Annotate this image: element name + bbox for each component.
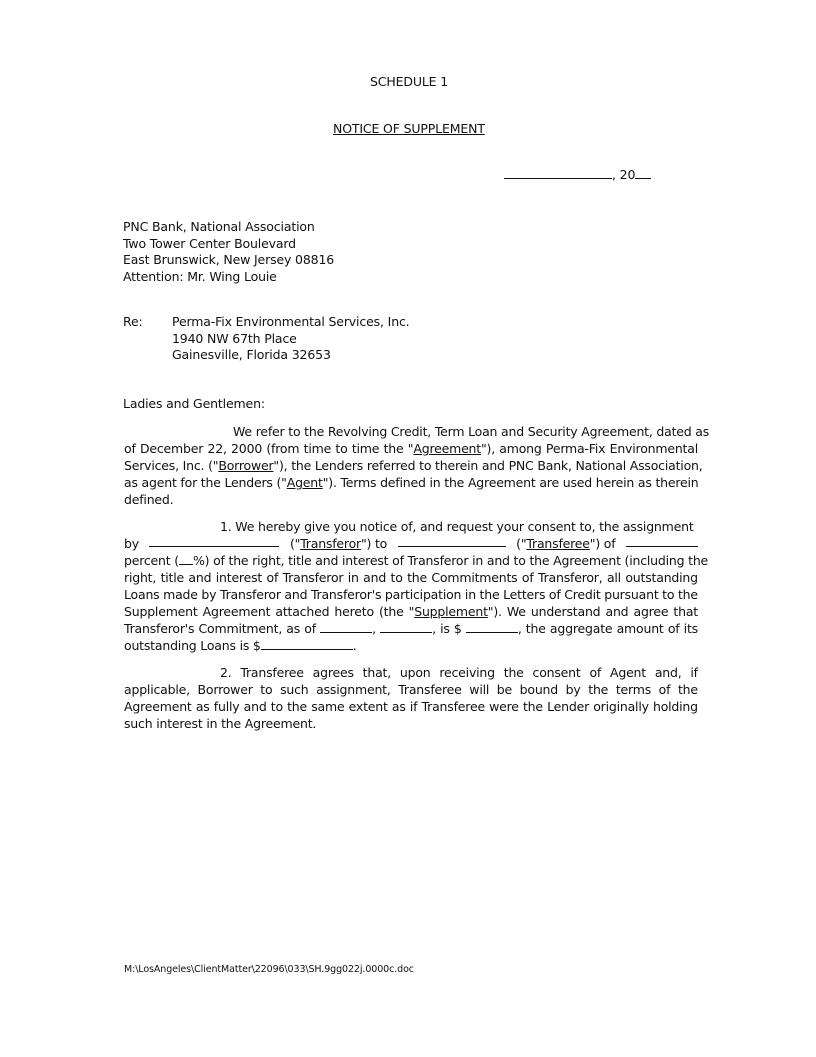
para1-line bbox=[124, 637, 698, 654]
schedule-heading: SCHEDULE 1 bbox=[370, 74, 449, 89]
para1-line bbox=[124, 569, 698, 586]
para1-text: ("Transferor") to bbox=[289, 536, 388, 551]
footer-file-path: M:\LosAngeles\ClientMatter\22096\033\SH.9gg022j.0000c.doc bbox=[124, 964, 414, 975]
word: holding bbox=[652, 699, 698, 714]
agent-term: Agent bbox=[286, 475, 323, 490]
word: made bbox=[163, 587, 198, 602]
word: agrees bbox=[312, 665, 354, 680]
word: same bbox=[311, 699, 345, 714]
word: the bbox=[287, 699, 308, 714]
intro-paragraph bbox=[124, 423, 710, 508]
intro-line bbox=[124, 491, 698, 508]
word: of bbox=[266, 570, 279, 585]
re-block bbox=[172, 314, 410, 364]
para1-line bbox=[124, 535, 698, 552]
para1-text: Transferor's Commitment, as of , , is $ , the aggregate amount of its bbox=[124, 621, 698, 636]
para2-line bbox=[124, 664, 698, 681]
word: Transferee bbox=[398, 682, 462, 697]
para1-text: percent ( %) of the right, title and interest of Transferor in and to the Agreement (including the bbox=[124, 553, 709, 568]
para1-text: outstanding Loans is $ . bbox=[124, 638, 357, 653]
word: by bbox=[201, 587, 217, 602]
para1-text: ("Transferee") of bbox=[516, 536, 616, 551]
para2-line bbox=[124, 715, 698, 732]
year-blank bbox=[635, 167, 651, 179]
word: Credit bbox=[564, 587, 601, 602]
para2-line bbox=[124, 681, 698, 698]
para1-line bbox=[124, 620, 698, 637]
word: the bbox=[479, 587, 500, 602]
word: to bbox=[270, 699, 283, 714]
word: of bbox=[548, 587, 561, 602]
word: the bbox=[677, 587, 698, 602]
word: were bbox=[489, 699, 519, 714]
percent-blank bbox=[179, 553, 193, 565]
word: title bbox=[160, 570, 185, 585]
word: all bbox=[606, 570, 621, 585]
word: in bbox=[464, 587, 476, 602]
word: bound bbox=[519, 682, 559, 697]
word: pursuant bbox=[604, 587, 659, 602]
para1-text: by bbox=[124, 536, 139, 551]
intro-text: of December 22, 2000 (from time to time the "Agreement"), among Perma-Fix Environmental bbox=[124, 441, 698, 456]
word: of bbox=[521, 570, 534, 585]
word: Loans bbox=[124, 587, 160, 602]
word: Letters bbox=[503, 587, 546, 602]
transferor-term: Transferor bbox=[300, 536, 361, 551]
word: outstanding bbox=[625, 570, 698, 585]
para1-line bbox=[124, 603, 698, 620]
word: applicable, bbox=[124, 682, 190, 697]
para1-line bbox=[124, 552, 709, 569]
word: and bbox=[363, 570, 387, 585]
intro-text: defined. bbox=[124, 492, 174, 507]
supplement-term: Supplement bbox=[414, 604, 488, 619]
word: as bbox=[391, 699, 406, 714]
salutation: Ladies and Gentlemen: bbox=[123, 396, 265, 411]
addressee-line: PNC Bank, National Association bbox=[123, 219, 315, 234]
word: to bbox=[662, 587, 675, 602]
transferee-term: Transferee bbox=[526, 536, 590, 551]
word: if bbox=[690, 665, 698, 680]
intro-line bbox=[124, 440, 698, 457]
word: Transferee bbox=[240, 665, 304, 680]
word: the bbox=[522, 699, 543, 714]
word: Transferor's bbox=[310, 587, 382, 602]
para1-line bbox=[124, 586, 698, 603]
word: fully bbox=[213, 699, 240, 714]
addressee-block bbox=[123, 219, 334, 285]
agreement-term: Agreement bbox=[413, 441, 481, 456]
transferee-blank bbox=[398, 535, 506, 547]
borrower-term: Borrower bbox=[218, 458, 274, 473]
commitment-year-blank bbox=[380, 621, 432, 633]
word: 2. bbox=[220, 665, 232, 680]
word: will bbox=[469, 682, 490, 697]
amount-blank bbox=[626, 535, 698, 547]
word: and bbox=[284, 587, 308, 602]
intro-text: as agent for the Lenders ("Agent"). Terms defined in the Agreement are used herein as therein bbox=[124, 475, 699, 490]
word: to bbox=[390, 570, 403, 585]
paragraph-1 bbox=[124, 518, 709, 654]
para1-line bbox=[124, 518, 698, 535]
transferor-blank bbox=[149, 535, 279, 547]
word: of bbox=[589, 665, 602, 680]
re-label: Re: bbox=[123, 314, 143, 329]
commitment-amount-blank bbox=[466, 621, 518, 633]
word: Agent bbox=[609, 665, 646, 680]
word: Transferor bbox=[282, 570, 344, 585]
para2-text: such interest in the Agreement. bbox=[124, 716, 317, 731]
re-line: 1940 NW 67th Place bbox=[172, 330, 297, 346]
word: be bbox=[496, 682, 513, 697]
addressee-line: East Brunswick, New Jersey 08816 bbox=[123, 252, 335, 267]
word: as bbox=[195, 699, 210, 714]
word: and bbox=[243, 699, 267, 714]
word: by bbox=[565, 682, 581, 697]
date-year-prefix: , 20 bbox=[612, 167, 636, 182]
word: such bbox=[280, 682, 309, 697]
word: consent bbox=[532, 665, 581, 680]
word: Transferee bbox=[421, 699, 485, 714]
para2-line bbox=[124, 698, 698, 715]
word: Agreement bbox=[124, 699, 192, 714]
word: that, bbox=[362, 665, 391, 680]
date-line bbox=[504, 167, 651, 182]
word: Transferor, bbox=[537, 570, 603, 585]
addressee-line: Attention: Mr. Wing Louie bbox=[123, 268, 277, 284]
word: of bbox=[658, 682, 671, 697]
word: Borrower bbox=[197, 682, 253, 697]
notice-title: NOTICE OF SUPPLEMENT bbox=[333, 121, 485, 136]
word: if bbox=[409, 699, 418, 714]
word: participation bbox=[384, 587, 462, 602]
intro-line bbox=[124, 457, 703, 474]
word: Transferor bbox=[219, 587, 281, 602]
re-line: Gainesville, Florida 32653 bbox=[172, 347, 331, 362]
para1-text: 1. We hereby give you notice of, and request your consent to, the assignment bbox=[220, 519, 694, 534]
intro-text: We refer to the Revolving Credit, Term Loan and Security Agreement, dated as bbox=[233, 424, 710, 439]
loans-amount-blank bbox=[261, 638, 353, 650]
word: Lender bbox=[547, 699, 590, 714]
commitment-date-blank bbox=[320, 621, 372, 633]
word: the bbox=[407, 570, 427, 585]
date-blank bbox=[504, 167, 612, 179]
word: right, bbox=[124, 570, 157, 585]
intro-text: Services, Inc. ("Borrower"), the Lenders referred to therein and PNC Bank, National Association, bbox=[124, 458, 703, 473]
paragraph-2 bbox=[124, 664, 698, 732]
word: extent bbox=[348, 699, 388, 714]
intro-line bbox=[124, 474, 698, 491]
word: and bbox=[188, 570, 212, 585]
re-line: Perma-Fix Environmental Services, Inc. bbox=[172, 314, 410, 329]
word: interest bbox=[215, 570, 263, 585]
word: Commitments bbox=[431, 570, 518, 585]
word: to bbox=[260, 682, 273, 697]
word: and, bbox=[654, 665, 682, 680]
addressee-line: Two Tower Center Boulevard bbox=[123, 235, 296, 251]
word: originally bbox=[593, 699, 649, 714]
word: the bbox=[677, 682, 698, 697]
word: receiving bbox=[439, 665, 495, 680]
word: the bbox=[503, 665, 524, 680]
word: terms bbox=[615, 682, 652, 697]
intro-line bbox=[124, 423, 710, 440]
word: in bbox=[347, 570, 359, 585]
para1-text: Supplement Agreement attached hereto (the "Supplement"). We understand and agree that bbox=[124, 604, 698, 619]
word: upon bbox=[399, 665, 431, 680]
word: assignment, bbox=[316, 682, 391, 697]
word: the bbox=[588, 682, 609, 697]
